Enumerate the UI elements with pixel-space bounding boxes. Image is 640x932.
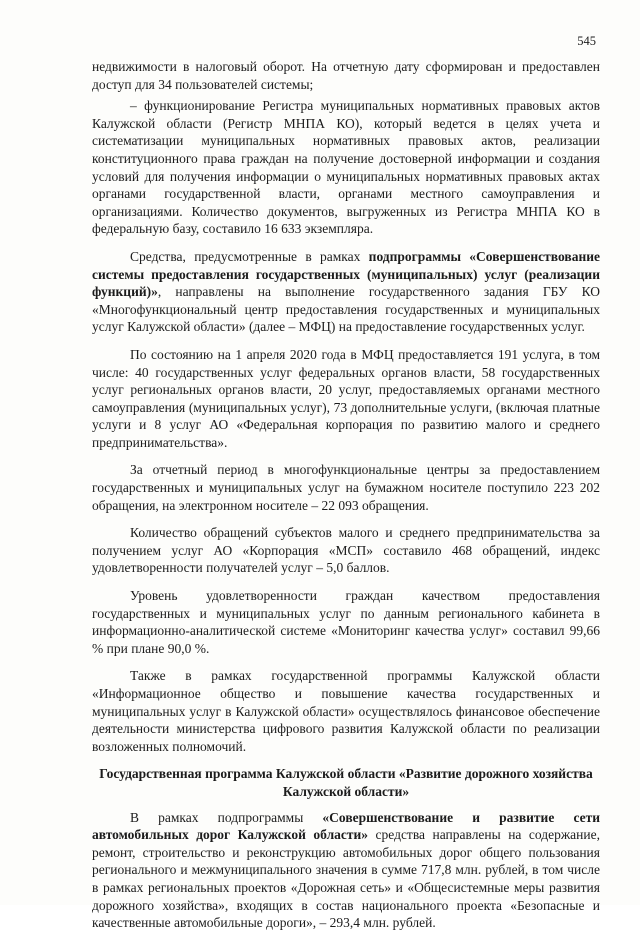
text-segment: , направлены на выполнение государственного задания ГБУ КО «Многофункциональный центр предоставления государственных и муниципальных услуг Калужской области» (далее – МФЦ) на предоставление государственных услуг. — [92, 284, 600, 335]
text-segment: – функционирование Регистра муниципальных нормативных правовых актов Калужской области (Регистр МНПА КО), который ведется в целях учета и систематизации муниципальных нормативных правовых актов, реализации конституционного права граждан на получение достоверной информации и создания условий для получения информации о муниципальных нормативных правовых актах органами государственной власти, органами местного самоуправления и организациями. Количество документов, выгруженных из Регистра МНПА КО в федеральную базу, составило 16 633 экземпляра. — [92, 98, 600, 237]
paragraph — [92, 461, 600, 514]
text-segment: Уровень удовлетворенности граждан качеством предоставления государственных и муниципальных услуг по данным регионального кабинета в информационно-аналитической системе «Мониторинг качества услуг» составил 99,66 % при плане 90,0 %. — [92, 588, 600, 656]
bold-text: подпрограммы «Совершенствование системы предоставления государственных (муниципальных) услуг (реализации функций)» — [92, 248, 600, 300]
page-number: 545 — [577, 34, 596, 48]
text-segment: Средства, предусмотренные в рамках — [130, 248, 369, 264]
paragraph — [92, 97, 600, 238]
paragraph-list — [92, 58, 600, 755]
text-segment: За отчетный период в многофункциональные центры за предоставлением государственных и муниципальных услуг на бумажном носителе поступило 223 202 обращения, на электронном носителе – 22 093 обращения. — [92, 462, 600, 513]
final-paragraph — [92, 809, 600, 932]
text-segment: средства направлены на содержание, ремонт, строительство и реконструкцию автомобильных дорог общего пользования регионального и межмуниципального значения в сумме 717,8 млн. рублей, в том числе в рамках региональных проектов «Дорожная сеть» и «Общесистемные меры развития дорожного хозяйства», входящих в состав национального проекта «Безопасные и качественные автомобильные дороги», – 293,4 млн. рублей. — [92, 827, 600, 931]
bold-text: «Совершенствование и развитие сети автомобильных дорог Калужской области» — [92, 809, 600, 843]
text-segment: По состоянию на 1 апреля 2020 года в МФЦ предоставляется 191 услуга, в том числе: 40 государственных услуг федеральных органов власти, 58 государственных услуг региональных органов власти, 20 услуг, предоставляемых органами местного самоуправления (муниципальных услуг), 73 дополнительные услуги, (включая платные услуги и 8 услуг АО «Федеральная корпорация по развитию малого и среднего предпринимательства». — [92, 346, 600, 450]
paragraph — [92, 587, 600, 657]
paragraph — [92, 58, 600, 93]
section-heading: Государственная программа Калужской области «Развитие дорожного хозяйства Калужской области» — [99, 766, 593, 799]
text-segment: В рамках подпрограммы — [130, 809, 323, 825]
paragraph — [92, 524, 600, 577]
text-segment: Также в рамках государственной программы Калужской области «Информационное общество и повышение качества государственных и муниципальных услуг в Калужской области» осуществлялось финансовое обеспечение деятельности министерства цифрового развития Калужской области по реализации возложенных полномочий. — [92, 668, 600, 754]
paragraph — [92, 346, 600, 452]
text-segment: недвижимости в налоговый оборот. На отчетную дату сформирован и предоставлен доступ для 34 пользователей системы; — [92, 59, 600, 92]
paragraph — [92, 248, 600, 336]
paragraph — [92, 667, 600, 755]
text-segment: Количество обращений субъектов малого и среднего предпринимательства за получением услуг АО «Корпорация «МСП» составило 468 обращений, индекс удовлетворенности получателей услуг – 5,0 баллов. — [92, 525, 600, 576]
document-body — [92, 58, 600, 932]
